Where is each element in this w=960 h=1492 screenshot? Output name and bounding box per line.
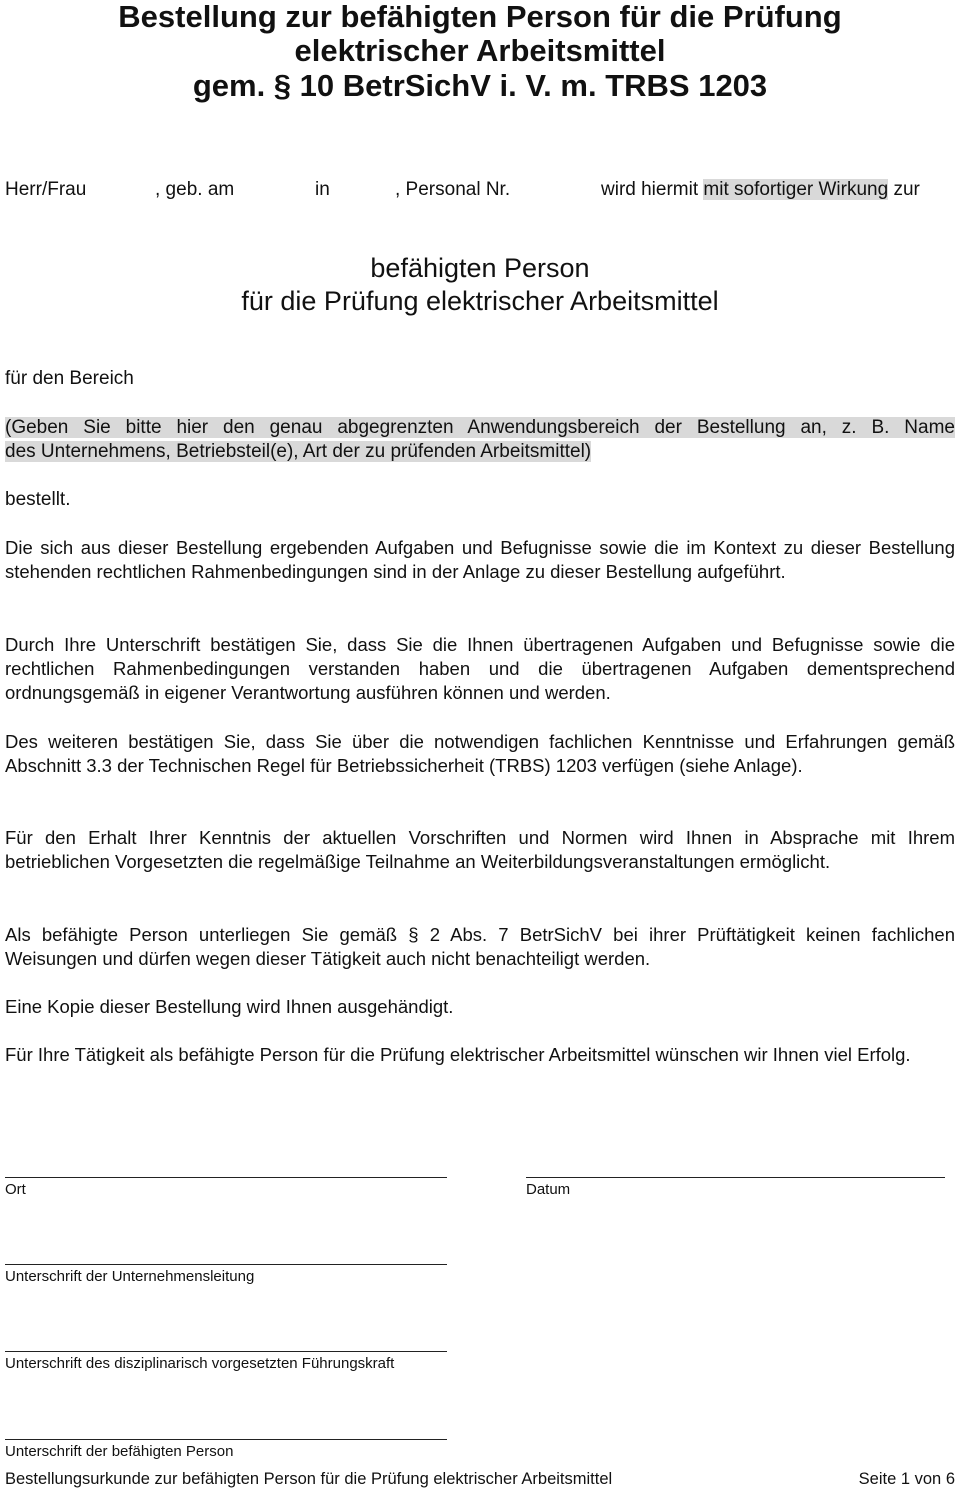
title-line-3: gem. § 10 BetrSichV i. V. m. TRBS 1203 xyxy=(192,68,768,103)
paragraph-signature-confirmation: Durch Ihre Unterschrift bestätigen Sie, dass Sie die Ihnen übertragenen Aufgaben und Befugnisse sowie die rechtlichen Rahmenbedingungen verstanden haben und die übertragenen Aufgaben dementsprechend ordnungsgemäß in eigener Verantwortung ausführen können und werden. xyxy=(5,634,955,703)
paragraph-independence: Als befähigte Person unterliegen Sie gemäß § 2 Abs. 7 BetrSichV bei ihrer Prüftätigkeit keinen fachlichen Weisungen und dürfen wegen dieser Tätigkeit auch nicht benachteiligt werden. xyxy=(5,924,955,969)
bereich-hint-line-2: des Unternehmens, Betriebsteil(e), Art der zu prüfenden Arbeitsmittel) xyxy=(5,441,592,462)
role-heading xyxy=(0,252,960,318)
bereich-label: für den Bereich xyxy=(5,368,134,389)
wird-hiermit-text: wird hiermit xyxy=(601,179,699,200)
management-signature-line xyxy=(5,1264,447,1265)
role-line-2: für die Prüfung elektrischer Arbeitsmittel xyxy=(241,286,719,316)
appointment-clause xyxy=(601,178,920,202)
role-line-1: befähigten Person xyxy=(370,253,590,283)
paragraph-wishes: Für Ihre Tätigkeit als befähigte Person für die Prüfung elektrischer Arbeitsmittel wünschen wir Ihnen viel Erfolg. xyxy=(5,1044,911,1065)
paragraph-qualification: Des weiteren bestätigen Sie, dass Sie über die notwendigen fachlichen Kenntnisse und Erfahrungen gemäß Abschnitt 3.3 der Technischen Regel für Betriebssicherheit (TRBS) 1203 verfügen (siehe Anlage). xyxy=(5,731,955,776)
supervisor-signature-label: Unterschrift des disziplinarisch vorgesetzten Führungskraft xyxy=(5,1355,395,1372)
paragraph-copy: Eine Kopie dieser Bestellung wird Ihnen ausgehändigt. xyxy=(5,996,454,1017)
bereich-hint-line-1: (Geben Sie bitte hier den genau abgegrenzten Anwendungsbereich der Bestellung an, z. B. Name xyxy=(5,417,955,438)
paragraph-training: Für den Erhalt Ihrer Kenntnis der aktuellen Vorschriften und Normen wird Ihnen in Absprache mit Ihrem betrieblichen Vorgesetzten die regelmäßige Teilnahme an Weiterbildungsveranstaltungen ermöglicht. xyxy=(5,827,955,872)
zur-text: zur xyxy=(893,179,920,200)
document-title xyxy=(0,0,960,103)
paragraph-tasks: Die sich aus dieser Bestellung ergebenden Aufgaben und Befugnisse sowie die im Kontext zu dieser Bestellung stehenden rechtlichen Rahmenbedingungen sind in der Anlage zu dieser Bestellung aufgeführt. xyxy=(5,537,955,582)
ort-label: Ort xyxy=(5,1181,26,1198)
datum-signature-line xyxy=(526,1177,945,1178)
person-signature-line xyxy=(5,1439,447,1440)
datum-label: Datum xyxy=(526,1181,571,1198)
person-signature-label: Unterschrift der befähigten Person xyxy=(5,1443,234,1460)
ort-signature-line xyxy=(5,1177,447,1178)
salutation-label: Herr/Frau xyxy=(5,179,87,200)
footer-document-name: Bestellungsurkunde zur befähigten Person für die Prüfung elektrischer Arbeitsmittel xyxy=(5,1470,613,1488)
personnel-number-label: , Personal Nr. xyxy=(395,179,511,200)
footer-page-number: Seite 1 von 6 xyxy=(858,1470,955,1488)
supervisor-signature-line xyxy=(5,1351,447,1352)
birthdate-label: , geb. am xyxy=(155,179,235,200)
bereich-hint xyxy=(5,416,955,464)
title-line-2: elektrischer Arbeitsmittel xyxy=(294,33,666,68)
management-signature-label: Unterschrift der Unternehmensleitung xyxy=(5,1268,255,1285)
title-line-1: Bestellung zur befähigten Person für die Prüfung xyxy=(118,0,842,34)
immediate-effect-text: mit sofortiger Wirkung xyxy=(703,179,889,200)
birthplace-label: in xyxy=(315,179,330,200)
bestellt-text: bestellt. xyxy=(5,489,71,510)
